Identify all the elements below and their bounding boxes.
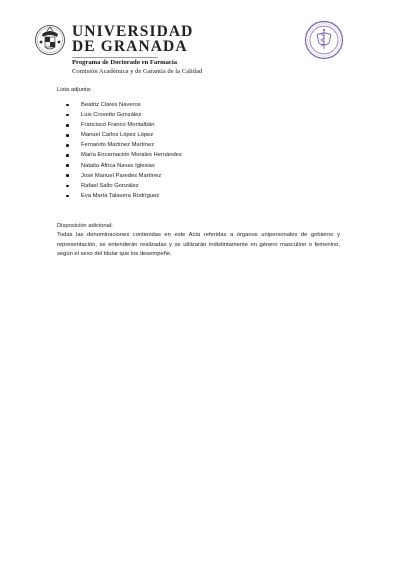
university-name-line1: UNIVERSIDAD: [72, 23, 194, 40]
member-list: [62, 100, 182, 201]
faculty-seal-logo: [304, 20, 344, 60]
list-item: Beatriz Clares Naveros: [62, 100, 182, 110]
attached-list-label: Lista adjunta:: [57, 87, 92, 93]
provision-body: Todas las denominaciones contenidas en este Acta referidas a órganos unipersonales de gobierno y representación, se entenderán realizadas y se utilizarán indistintamente en género masculino o femenino, según el sexo del titular que los desempeñe.: [57, 232, 340, 258]
programme-title: Programa de Doctorado en Farmacia: [72, 59, 177, 66]
list-item: Manuel Carlos López López: [62, 130, 182, 140]
list-item: José Manuel Paredes Martínez: [62, 171, 182, 181]
list-item: Luis Crovetto González: [62, 110, 182, 120]
list-item: Natalia África Navas Iglesias: [62, 161, 182, 171]
header-divider: [72, 57, 158, 58]
list-item: María Encarnación Morales Hernández: [62, 150, 182, 160]
provision-heading: Disposición adicional:: [57, 223, 113, 229]
commission-title: Comisión Académica y de Garantía de la Calidad: [72, 67, 203, 75]
university-name-line2: DE GRANADA: [72, 38, 188, 55]
list-item: Fernando Martínez Martínez: [62, 140, 182, 150]
university-crest-logo: [33, 24, 67, 56]
list-item: Francisco Franco Montalbán: [62, 120, 182, 130]
list-item: Eva María Talavera Rodríguez: [62, 191, 182, 201]
list-item: Rafael Salto González: [62, 181, 182, 191]
